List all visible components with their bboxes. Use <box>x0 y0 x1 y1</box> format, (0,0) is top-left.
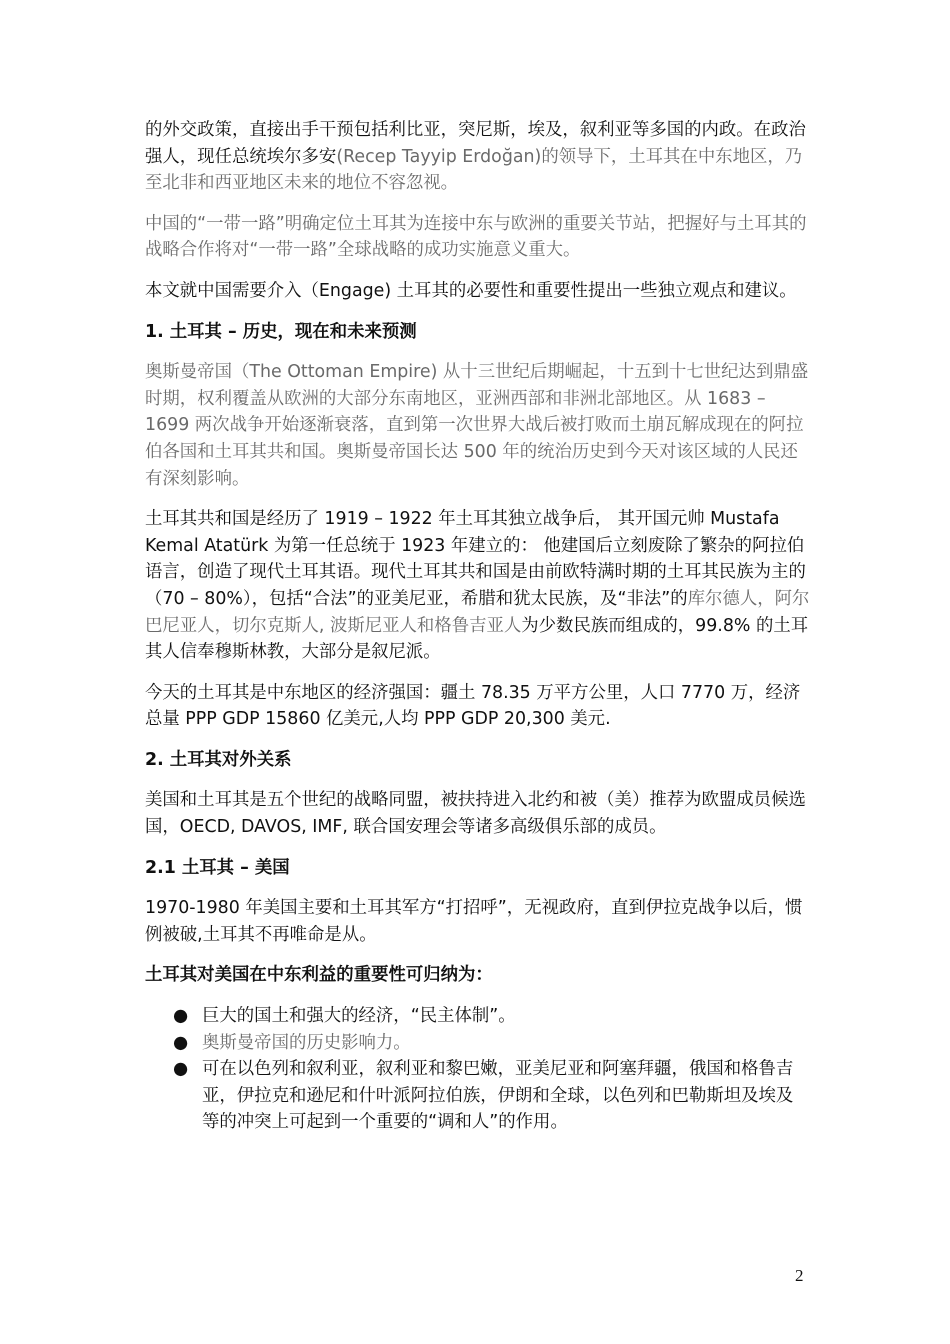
subheading-importance: 土耳其对美国在中东利益的重要性可归纳为： <box>145 965 493 986</box>
section-heading-1: 1. 土耳其 – 历史，现在和未来预测 <box>145 321 417 342</box>
list-item <box>145 1003 810 1030</box>
bullet-icon: ● <box>173 1059 189 1080</box>
paragraph-economy: 今天的土耳其是中东地区的经济强国：疆土 78.35 万平方公里，人口 7770 万，经济总量 PPP GDP 15860 亿美元,人均 PPP GDP 20,300 美元. <box>145 682 801 730</box>
list-item-text: 巨大的国土和强大的经济，“民主体制”。 <box>202 1006 516 1027</box>
paragraph-belt-road: 中国的“一带一路”明确定位土耳其为连接中东与欧洲的重要关节站，把握好与土耳其的战略合作将对“一带一路”全球战略的成功实施意义重大。 <box>145 213 807 261</box>
paragraph-ottoman <box>145 359 810 492</box>
list-item <box>145 1056 810 1136</box>
document-body <box>145 117 810 1136</box>
paragraph-text: 的外交政策，直接出手干预包括利比亚，突尼斯，埃及，叙利亚等多国的内政。在政治强人，现任总统埃尔多安 <box>145 120 806 167</box>
bullet-icon: ● <box>173 1032 189 1053</box>
paragraph-text-grey: 奥斯曼帝国（The Ottoman Empire) 从十三世纪后期崛起，十五到十七世纪达到鼎盛时期，权利覆盖从欧洲的大部分东南地区，亚洲西部和非洲北部地区。从 1683 – 1699 两次战争开始逐渐衰落，直到第一次世界大战后被打败而土崩瓦解成现在的阿拉伯各国和土耳其共和国。 <box>145 362 809 462</box>
paragraph-text-grey: 奥斯曼帝国长达 500 年的统治历史到今天对该区域的人民还有深刻影响。 <box>145 441 798 489</box>
paragraph-text-grey: (Recep Tayyip Erdoğan)的领导下，土耳其在中东地区，乃至北非和西亚地区未来的地位不容忽视。 <box>145 146 803 194</box>
paragraph-alliance: 美国和土耳其是五个世纪的战略同盟，被扶持进入北约和被（美）推荐为欧盟成员候选国，OECD, DAVOS, IMF, 联合国安理会等诸多高级俱乐部的成员。 <box>145 790 806 838</box>
list-item <box>145 1030 810 1057</box>
section-heading-2-1: 2.1 土耳其 – 美国 <box>145 857 290 878</box>
paragraph-intro: 本文就中国需要介入（Engage) 土耳其的必要性和重要性提出一些独立观点和建议。 <box>145 280 797 301</box>
list-item-text: 可在以色列和叙利亚，叙利亚和黎巴嫩，亚美尼亚和阿塞拜疆，俄国和格鲁吉亚，伊拉克和逊尼和什叶派阿拉伯族，伊朗和全球，以色列和巴勒斯坦及埃及等的冲突上可起到一个重要的“调和人”的作用。 <box>202 1059 794 1133</box>
list-item-text: 奥斯曼帝国的历史影响力。 <box>202 1032 411 1053</box>
page-number: 2 <box>795 1266 804 1285</box>
section-heading-2: 2. 土耳其对外关系 <box>145 749 292 770</box>
paragraph-republic <box>145 506 810 666</box>
bullet-list <box>145 1003 810 1136</box>
paragraph-text: 为少数民族而组成的，99.8% 的土耳其人信奉穆斯林教，大部分是叙尼派。 <box>145 615 809 663</box>
paragraph-text: 土耳其共和国是经历了 1919 – 1922 年土耳其独立战争后， 其开国元帅 Mustafa Kemal Atatürk 为第一任总统于 1923 年建立的： 他建国后立刻废除了繁杂的阿拉伯语言，创造了现代土耳其语。现代土耳其共和国是由前欧特满时期的土耳其民族为主的（70 – 80%），包括“合法”的亚美尼亚，希腊和犹太民族，及“非法”的 <box>145 509 806 609</box>
paragraph-us-military: 1970-1980 年美国主要和土耳其军方“打招呼”，无视政府，直到伊拉克战争以后，惯例被破,土耳其不再唯命是从。 <box>145 898 803 945</box>
paragraph-text-grey: 库尔德人，阿尔巴尼亚人，切尔克斯人, 波斯尼亚人和格鲁吉亚人 <box>145 588 810 636</box>
paragraph-foreign-policy <box>145 117 810 197</box>
bullet-icon: ● <box>173 1006 189 1027</box>
